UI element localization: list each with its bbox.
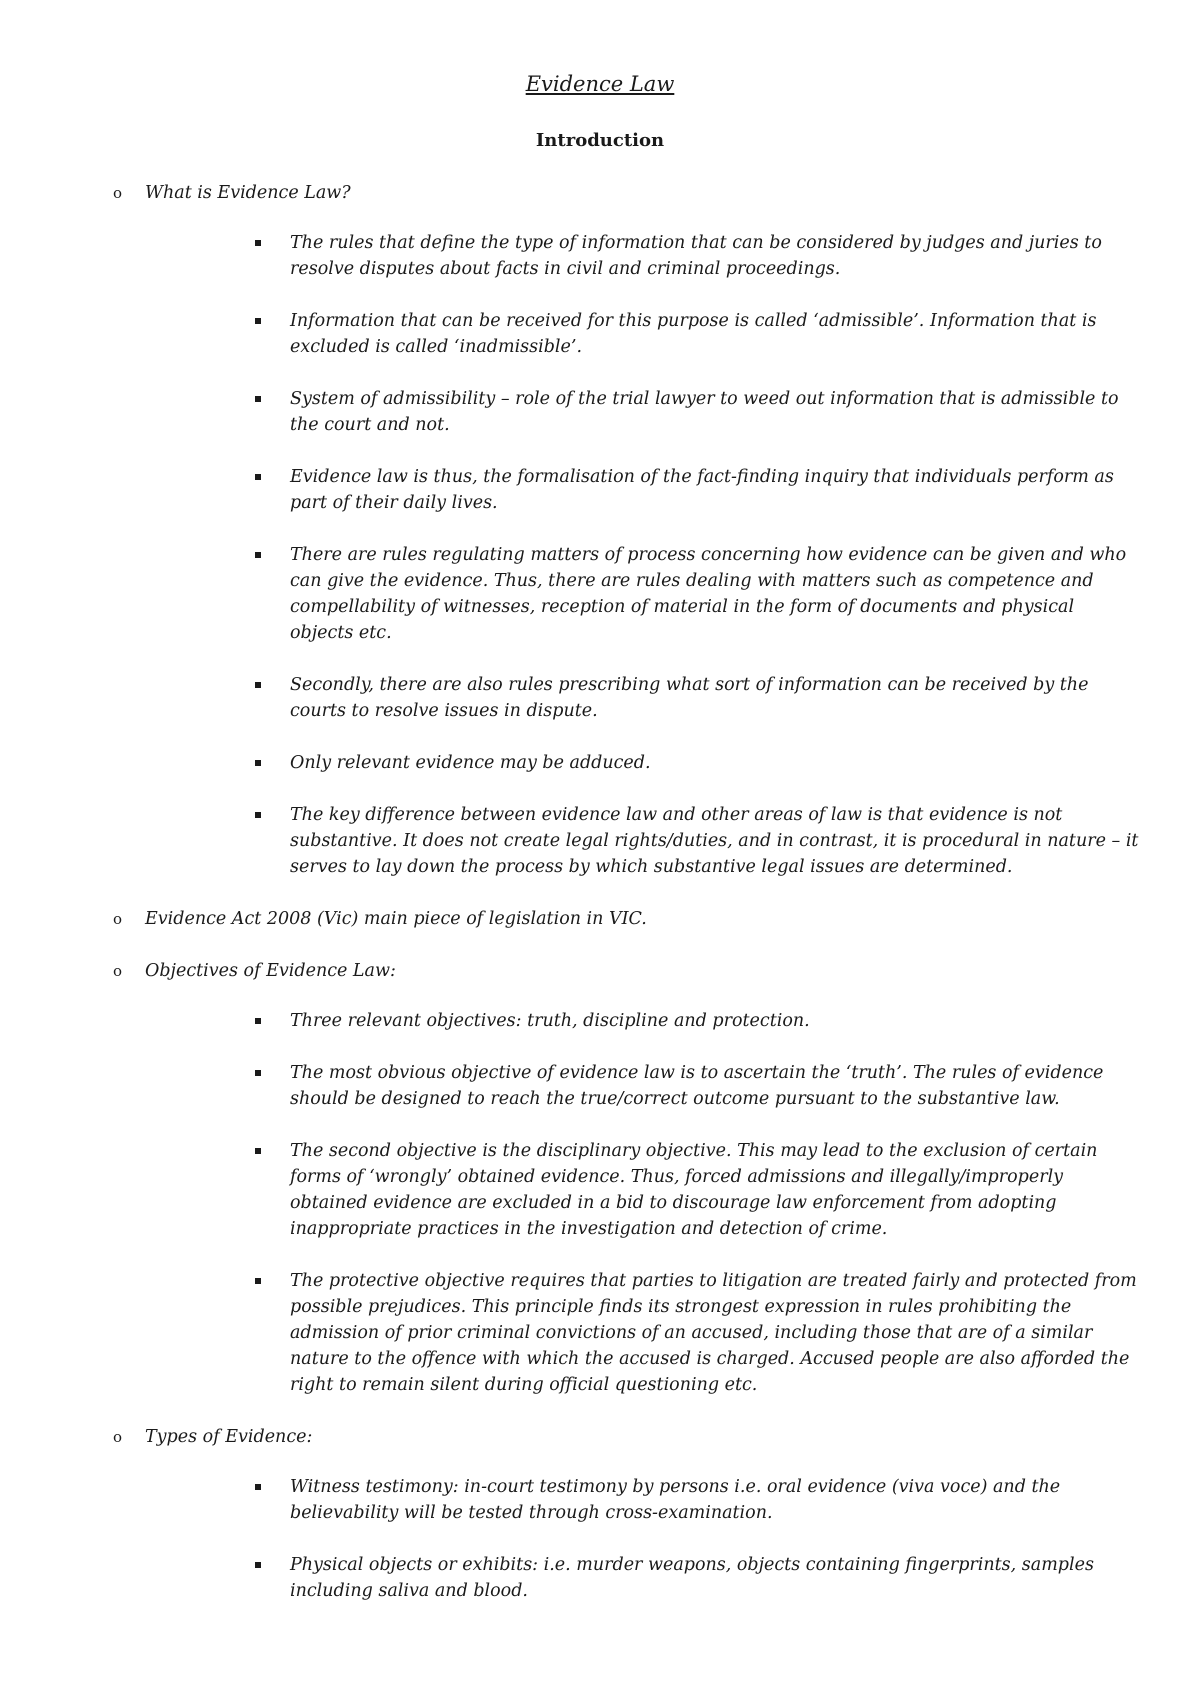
list-item <box>290 542 1140 646</box>
list-item-text: The second objective is the disciplinary objective. This may lead to the exclusion of certain forms of ‘wrongly’ obtained evidence. Thus, forced admissions and illegally/improperly obtained evidence are excluded in a bid to discourage law enforcement from adopting inappropriate practices in the investigation and detection of crime. <box>290 1141 1098 1239</box>
section-title: Introduction <box>535 130 665 151</box>
square-bullet-icon <box>255 812 261 818</box>
outline-item-types-of-evidence <box>113 1424 1200 1450</box>
square-bullet-icon <box>255 1484 261 1490</box>
list-item-text: There are rules regulating matters of process concerning how evidence can be given and who can give the evidence. Thus, there are rules dealing with matters such as competence and compellability of witnesses, reception of material in the form of documents and physical objects etc. <box>290 545 1127 643</box>
hollow-bullet-icon: o <box>113 910 123 928</box>
list-item-text: Witness testimony: in-court testimony by persons i.e. oral evidence (viva voce) and the believability will be tested through cross-examination. <box>290 1477 1061 1523</box>
hollow-bullet-icon: o <box>113 184 123 202</box>
square-bullet-icon <box>255 1018 261 1024</box>
square-bullet-icon <box>255 474 261 480</box>
list-item <box>290 802 1140 880</box>
outline-heading: What is Evidence Law? <box>145 183 351 203</box>
list-item-text: Physical objects or exhibits: i.e. murder weapons, objects containing fingerprints, samples including saliva and blood. <box>290 1555 1094 1601</box>
outline-item-evidence-act <box>113 906 1200 932</box>
square-bullet-icon <box>255 240 261 246</box>
list-item-text: The key difference between evidence law and other areas of law is that evidence is not substantive. It does not create legal rights/duties, and in contrast, it is procedural in nature – it serves to lay down the process by which substantive legal issues are determined. <box>290 805 1139 877</box>
outline-item-objectives <box>113 958 1200 984</box>
outline-heading: Types of Evidence: <box>145 1427 313 1447</box>
square-bullet-icon <box>255 1562 261 1568</box>
hollow-bullet-icon: o <box>113 962 123 980</box>
square-bullet-icon <box>255 1070 261 1076</box>
list-item <box>290 1474 1140 1526</box>
square-bullet-icon <box>255 1278 261 1284</box>
list-item-text: System of admissibility – role of the trial lawyer to weed out information that is admissible to the court and not. <box>290 389 1119 435</box>
list-item <box>290 750 1140 776</box>
square-bullet-icon <box>255 760 261 766</box>
list-item <box>290 1268 1140 1398</box>
list-item <box>290 1008 1140 1034</box>
list-item <box>290 230 1140 282</box>
hollow-bullet-icon: o <box>113 1428 123 1446</box>
sub-list <box>0 1450 1200 1604</box>
square-bullet-icon <box>255 318 261 324</box>
outline <box>0 180 1200 1630</box>
square-bullet-icon <box>255 682 261 688</box>
square-bullet-icon <box>255 552 261 558</box>
list-item <box>290 308 1140 360</box>
list-item <box>290 1552 1140 1604</box>
square-bullet-icon <box>255 396 261 402</box>
list-item-text: Secondly, there are also rules prescribing what sort of information can be received by the courts to resolve issues in dispute. <box>290 675 1089 721</box>
outline-item-what-is-evidence-law <box>113 180 1200 206</box>
list-item <box>290 1060 1140 1112</box>
list-item-text: Three relevant objectives: truth, discipline and protection. <box>290 1011 810 1031</box>
list-item <box>290 386 1140 438</box>
sub-list <box>0 984 1200 1398</box>
square-bullet-icon <box>255 1148 261 1154</box>
sub-list <box>0 206 1200 880</box>
list-item-text: Only relevant evidence may be adduced. <box>290 753 651 773</box>
list-item <box>290 672 1140 724</box>
list-item <box>290 464 1140 516</box>
outline-heading: Objectives of Evidence Law: <box>145 961 396 981</box>
list-item-text: Evidence law is thus, the formalisation of the fact-finding inquiry that individuals perform as part of their daily lives. <box>290 467 1114 513</box>
list-item <box>290 1138 1140 1242</box>
outline-heading: Evidence Act 2008 (Vic) main piece of legislation in VIC. <box>145 909 647 929</box>
list-item-text: The rules that define the type of information that can be considered by judges and juries to resolve disputes about facts in civil and criminal proceedings. <box>290 233 1102 279</box>
list-item-text: Information that can be received for this purpose is called ‘admissible’. Information that is excluded is called ‘inadmissible’. <box>290 311 1097 357</box>
list-item-text: The most obvious objective of evidence law is to ascertain the ‘truth’. The rules of evidence should be designed to reach the true/correct outcome pursuant to the substantive law. <box>290 1063 1104 1109</box>
list-item-text: The protective objective requires that parties to litigation are treated fairly and protected from possible prejudices. This principle finds its strongest expression in rules prohibiting the admission of prior criminal convictions of an accused, including those that are of a similar nature to the offence with which the accused is charged. Accused people are also afforded the right to remain silent during official questioning etc. <box>290 1271 1137 1395</box>
document-title: Evidence Law <box>525 72 675 96</box>
